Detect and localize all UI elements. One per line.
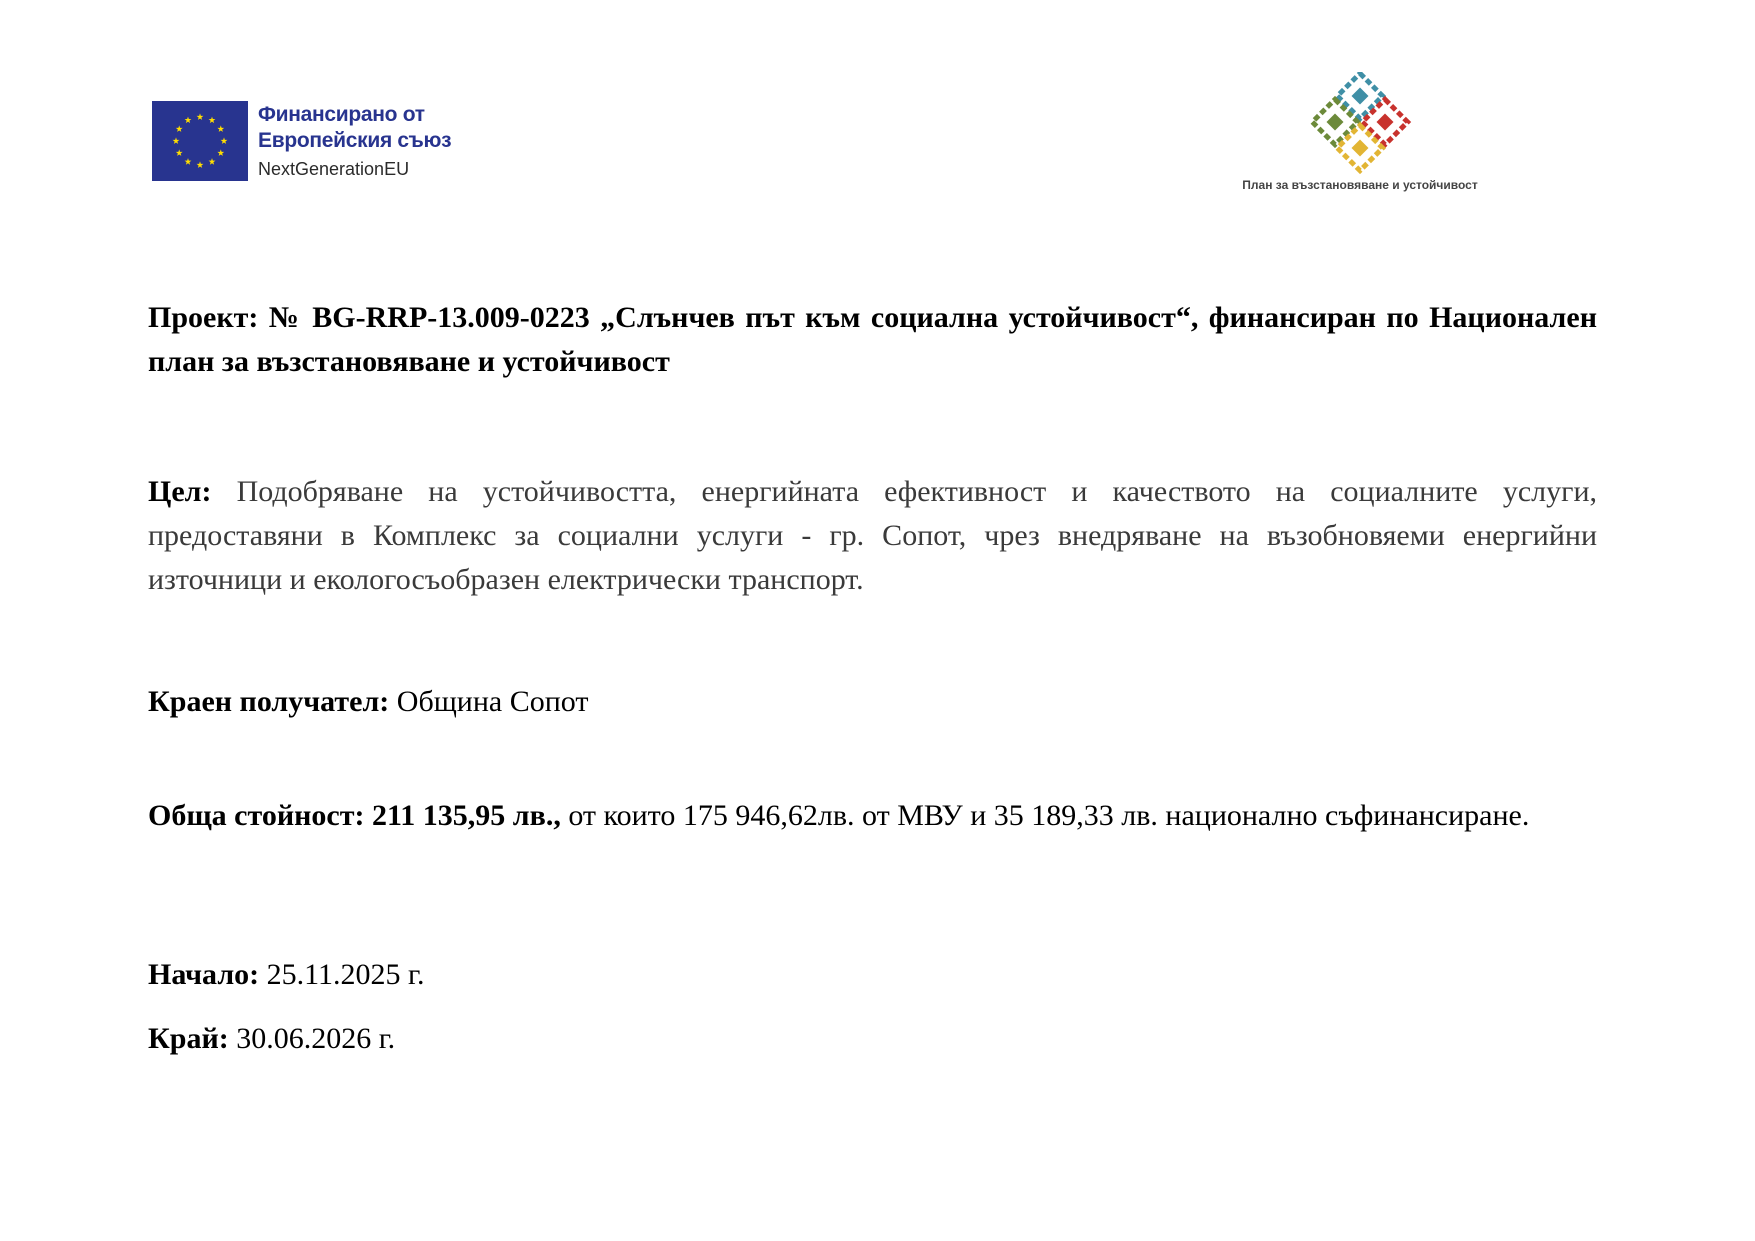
folk-pattern-icon [1305, 72, 1415, 176]
end-date-line [148, 1017, 1597, 1061]
eu-logo-line3: NextGenerationEU [258, 158, 410, 179]
start-value: 25.11.2025 г. [266, 958, 425, 991]
eu-logo-line1: Финансирано от [258, 103, 425, 126]
eu-logo-text [258, 102, 451, 180]
start-label: Начало: [148, 958, 260, 991]
eu-logo-line2: Европейския съюз [258, 129, 452, 153]
total-value-breakdown: от които 175 946,62лв. от МВУ и 35 189,33 лв. национално съфинансиране. [568, 799, 1530, 832]
end-label: Край: [148, 1022, 229, 1055]
goal-label: Цел: [148, 475, 212, 508]
recovery-plan-caption: План за възстановяване и устойчивост [1242, 178, 1478, 192]
beneficiary-label: Краен получател: [148, 685, 390, 718]
total-value-amount: 211 135,95 лв., [371, 799, 561, 832]
eu-flag-icon [152, 101, 248, 181]
recovery-plan-logo [1215, 72, 1505, 192]
eu-funding-logo [152, 101, 451, 181]
goal-text: Подобряване на устойчивостта, енергийната ефективност и качеството на социалните услуги, предоставяни в Комплекс за социални услуги - гр. Сопот, чрез внедряване на възобновяеми енергийни източници и екологосъобразен електрически транспорт. [148, 475, 1597, 596]
end-value: 30.06.2026 г. [236, 1022, 396, 1055]
beneficiary-value: Община Сопот [396, 685, 589, 718]
project-title: Проект: № BG-RRP-13.009-0223 „Слънчев път към социална устойчивост“, финансиран по Национален план за възстановяване и устойчивост [148, 301, 1597, 378]
total-value-label: Обща стойност: [148, 799, 365, 832]
start-date-line [148, 953, 1597, 997]
beneficiary-line [148, 680, 1597, 724]
goal-paragraph [148, 470, 1597, 602]
total-value-paragraph [148, 795, 1597, 836]
